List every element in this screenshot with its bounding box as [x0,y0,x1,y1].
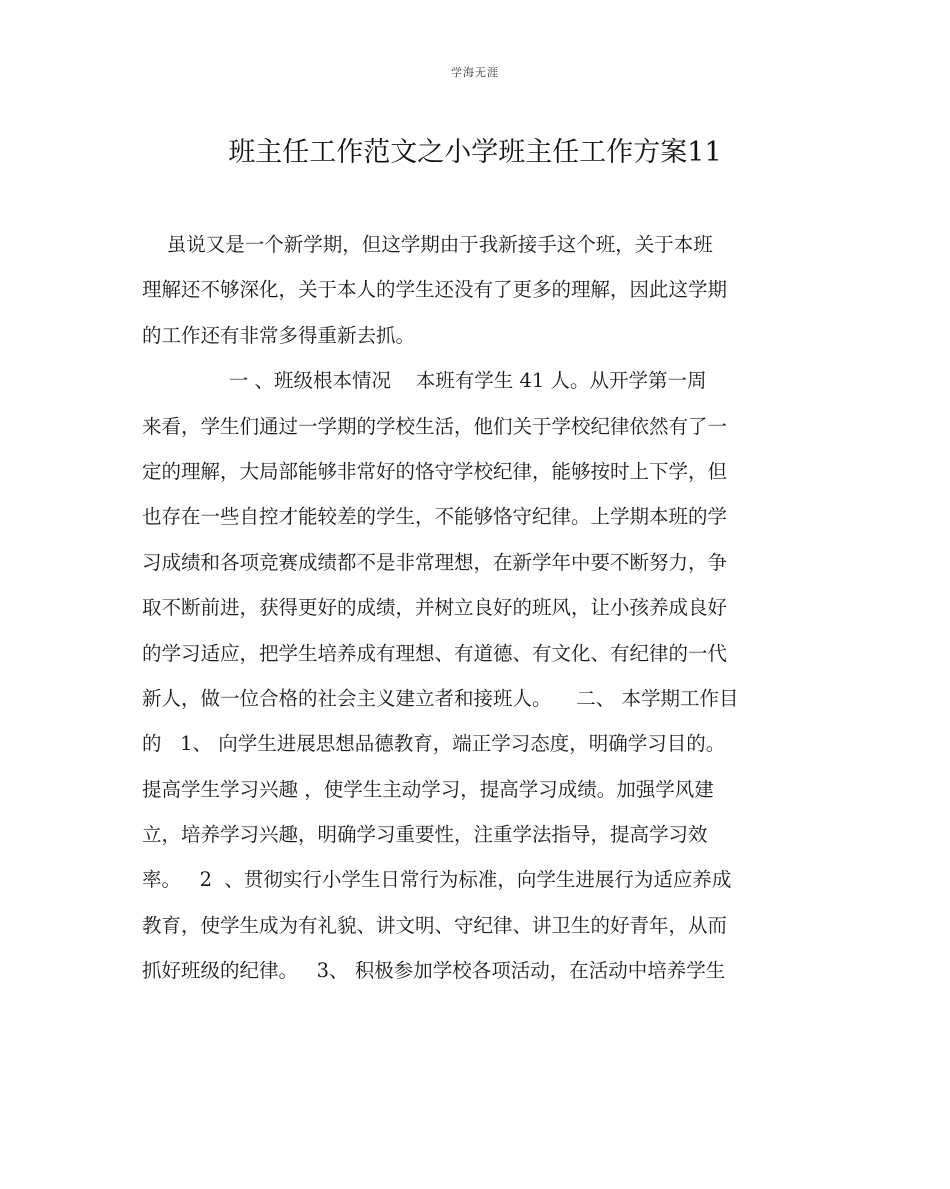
body-line: 虽说又是一个新学期，但这学期由于我新接手这个班，关于本班 [142,233,713,256]
body-line: 定的理解，大局部能够非常好的恪守学校纪律，能够按时上下学，但 [142,459,728,483]
body-line: 提高学生学习兴趣 ，使学生主动学习，提高学习成绩。加强学风建 [142,777,714,801]
body-line: 教育，使学生成为有礼貌、讲文明、守纪律、讲卫生的好青年，从而 [142,913,728,937]
document-title: 班主任工作范文之小学班主任工作方案11 [228,137,722,168]
body-line: 取不断前进，获得更好的成绩，并树立良好的班风，让小孩养成良好 [142,596,728,620]
body-line: 的学习适应，把学生培养成有理想、有道德、有文化、有纪律的一代 [142,641,728,665]
body-line: 新人，做一位合格的社会主义建立者和接班人。 二、 本学期工作目 [142,686,739,710]
body-line: 也存在一些自控才能较差的学生，不能够恪守纪律。上学期本班的学 [142,505,728,529]
body-line: 理解还不够深化，关于本人的学生还没有了更多的理解，因此这学期 [142,278,728,302]
body-line: 的 1、 向学生进展思想品德教育，端正学习态度，明确学习目的。 [142,732,726,756]
body-line: 习成绩和各项竞赛成绩都不是非常理想，在新学年中要不断努力，争 [142,550,728,574]
body-line: 立，培养学习兴趣，明确学习重要性，注重学法指导，提高学习效 [142,823,708,847]
body-line: 来看，学生们通过一学期的学校生活，他们关于学校纪律依然有了一 [142,414,728,438]
body-line: 率。 2 、贯彻实行小学生日常行为标准，向学生进展行为适应养成 [142,868,732,892]
body-line: 一 、班级根本情况 本班有学生 41 人。从开学第一周 [142,369,707,393]
page-header: 学海无涯 [451,66,499,79]
body-line: 抓好班级的纪律。 3、 积极参加学校各项活动，在活动中培养学生 [142,959,726,983]
body-line: 的工作还有非常多得重新去抓。 [142,323,416,347]
document-body [142,222,822,994]
